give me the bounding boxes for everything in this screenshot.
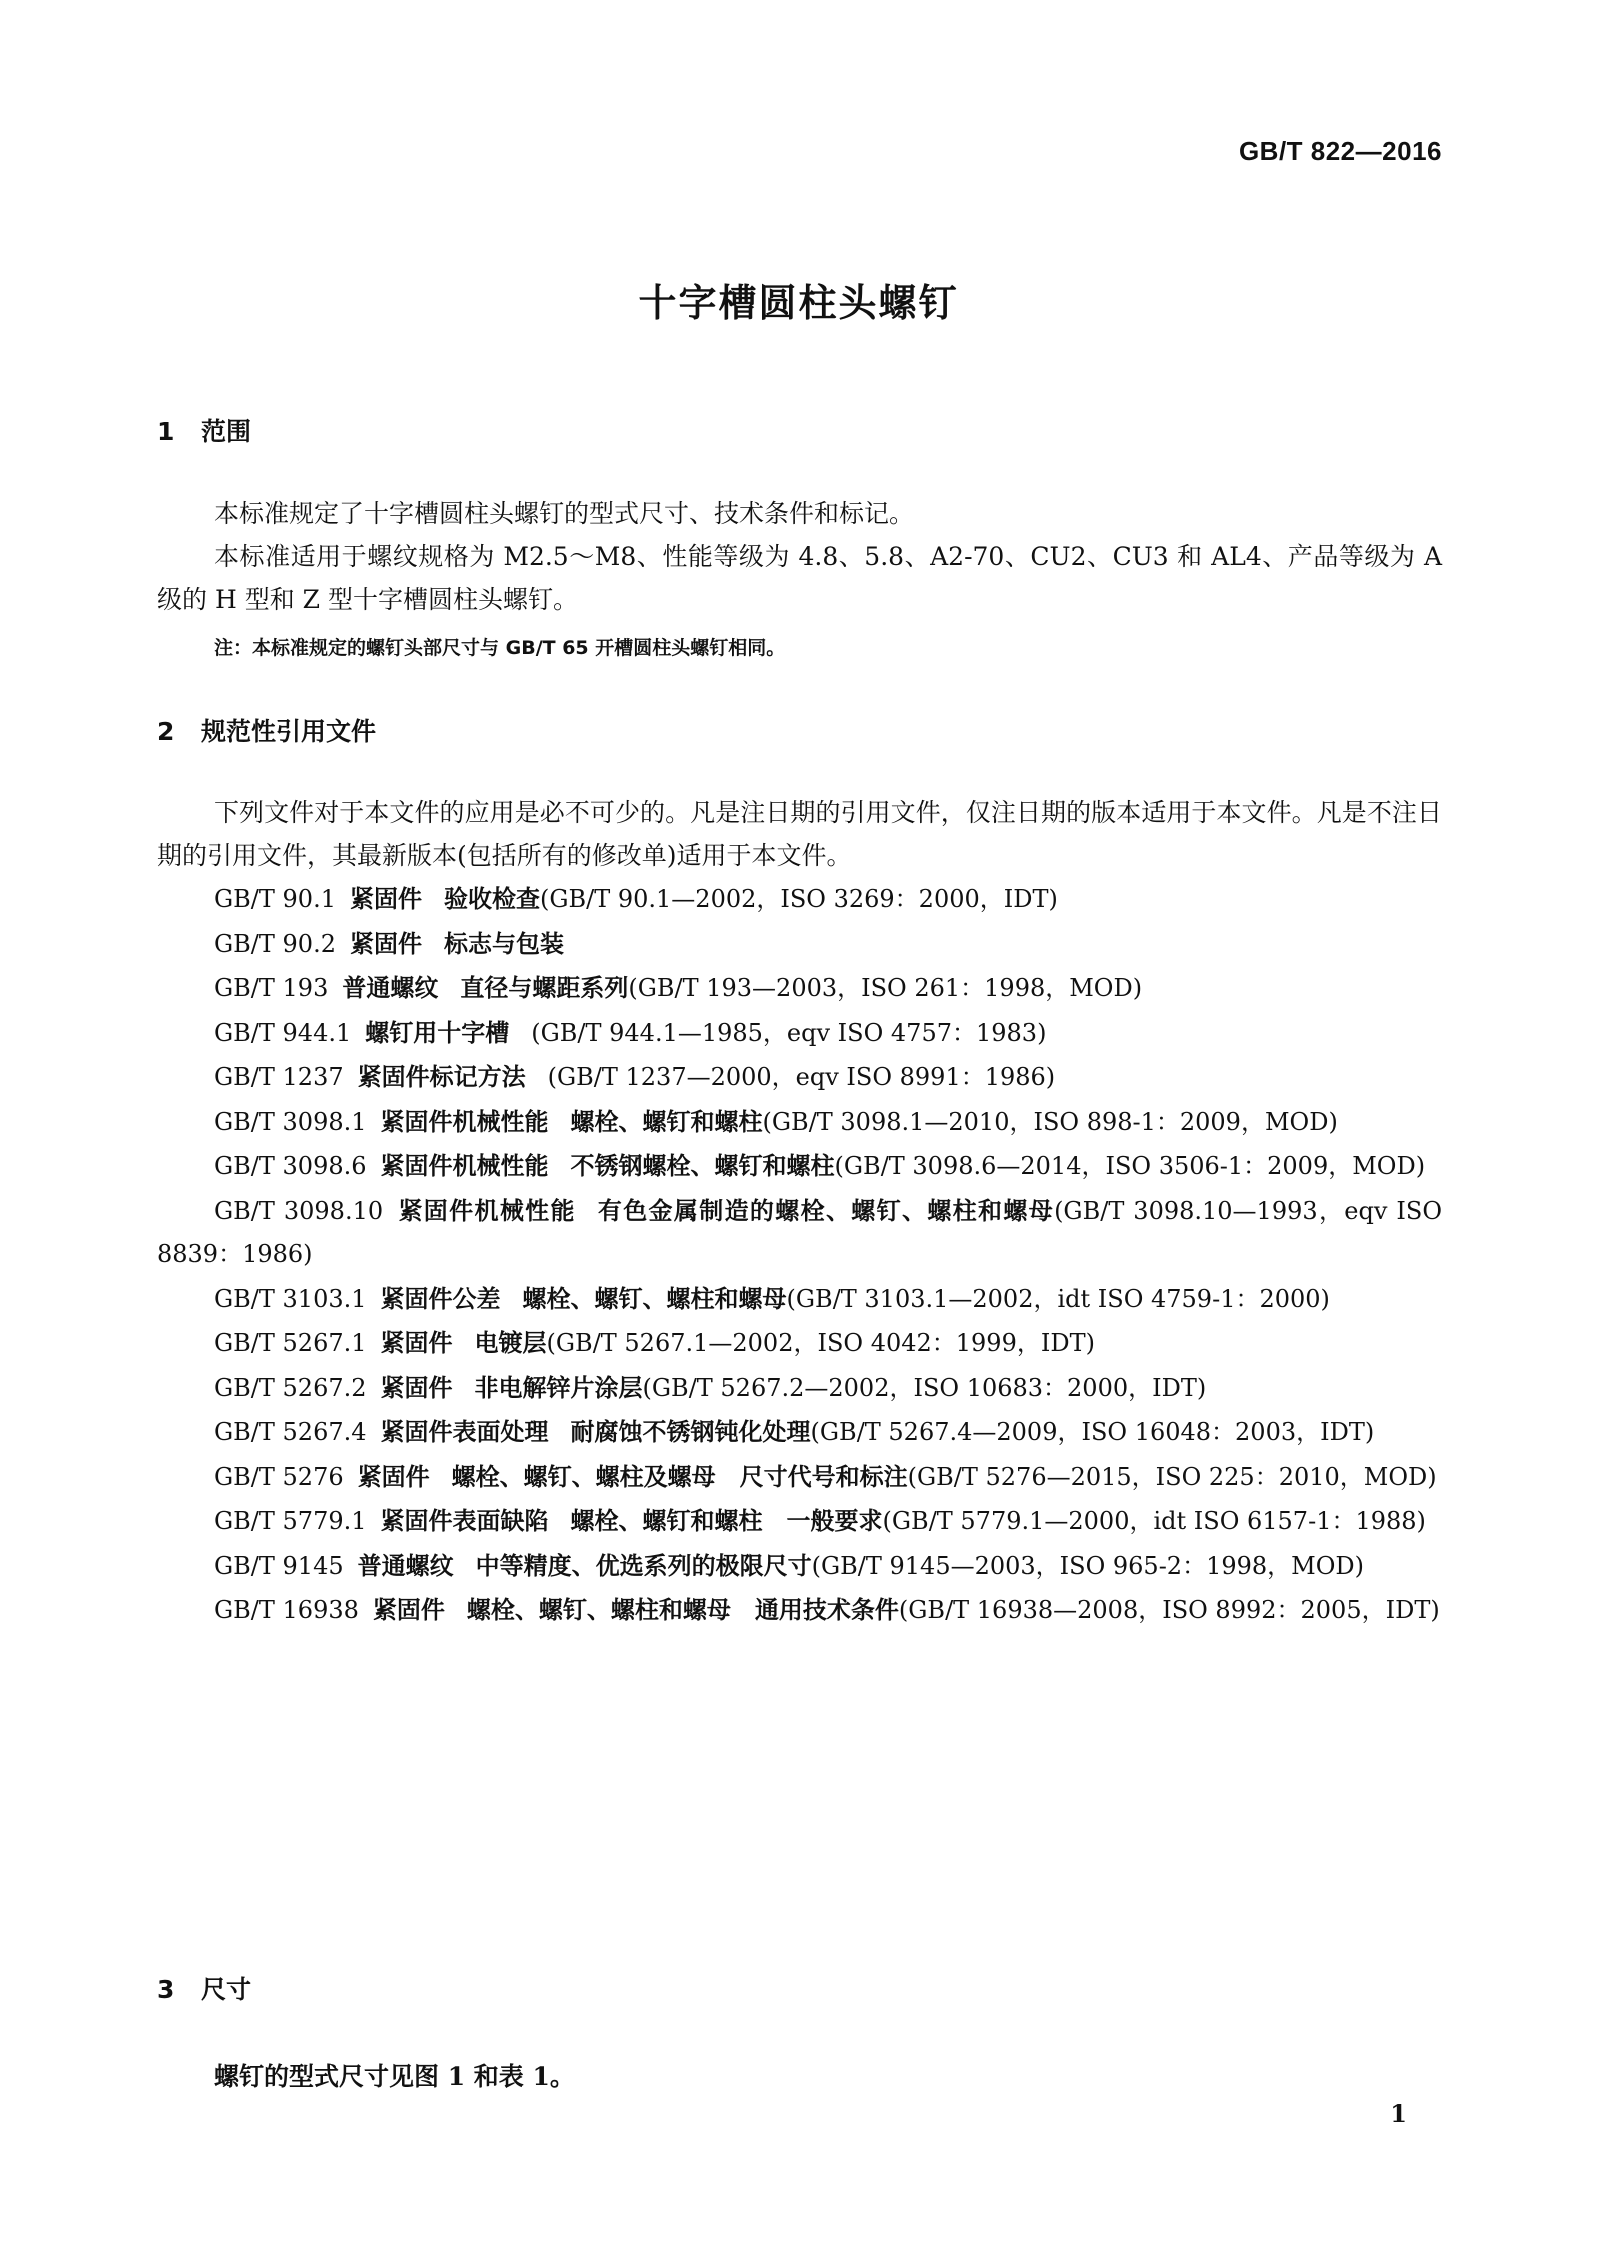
section-1-note: 注：本标准规定的螺钉头部尺寸与 GB/T 65 开槽圆柱头螺钉相同。 [214,637,786,659]
reference-item: GB/T 90.2 紧固件 标志与包装 [214,928,564,958]
section-1-paragraph-2: 本标准适用于螺纹规格为 M2.5～M8、性能等级为 4.8、5.8、A2-70、CU2、CU3 和 AL4、产品等级为 A 级的 H 型和 Z 型十字槽圆柱头螺钉。 [157,542,1442,614]
reference-item: GB/T 5267.2 紧固件 非电解锌片涂层(GB/T 5267.2—2002，ISO 10683：2000，IDT) [214,1372,1207,1402]
reference-item: GB/T 5267.4 紧固件表面处理 耐腐蚀不锈钢钝化处理(GB/T 5267.4—2009，ISO 16048：2003，IDT) [214,1417,1375,1446]
reference-item: GB/T 944.1 螺钉用十字槽 (GB/T 944.1—1985，eqv ISO 4757：1983) [214,1017,1047,1047]
section-number: 3 [157,1975,175,2004]
section-number: 1 [157,417,175,446]
section-1-heading [157,412,251,448]
page-number: 1 [1390,2099,1407,2128]
section-title: 规范性引用文件 [201,717,377,746]
reference-item: GB/T 3098.6 紧固件机械性能 不锈钢螺栓、螺钉和螺柱(GB/T 3098.6—2014，ISO 3506-1：2009，MOD) [214,1151,1426,1180]
reference-item: GB/T 90.1 紧固件 验收检查(GB/T 90.1—2002，ISO 3269：2000，IDT) [214,884,1058,913]
reference-item: GB/T 5779.1 紧固件表面缺陷 螺栓、螺钉和螺柱 一般要求(GB/T 5779.1—2000，idt ISO 6157-1：1988) [214,1506,1426,1535]
page-title: 十字槽圆柱头螺钉 [638,281,959,325]
reference-item: GB/T 5276 紧固件 螺栓、螺钉、螺柱及螺母 尺寸代号和标注(GB/T 5276—2015，ISO 225：2010，MOD) [214,1461,1437,1491]
standard-code: GB/T 822—2016 [1238,136,1442,166]
section-2-heading [157,712,376,748]
reference-list [157,877,1442,1633]
section-title: 范围 [201,417,252,446]
reference-item: GB/T 1237 紧固件标记方法 (GB/T 1237—2000，eqv ISO 8991：1986) [214,1062,1056,1091]
section-3-heading [157,1970,251,2006]
section-title: 尺寸 [201,1975,252,2004]
reference-item: GB/T 16938 紧固件 螺栓、螺钉、螺柱和螺母 通用技术条件(GB/T 16938—2008，ISO 8992：2005，IDT) [214,1595,1440,1624]
reference-item: GB/T 3103.1 紧固件公差 螺栓、螺钉、螺柱和螺母(GB/T 3103.1—2002，idt ISO 4759-1：2000) [214,1283,1330,1313]
section-number: 2 [157,717,175,746]
reference-item: GB/T 193 普通螺纹 直径与螺距系列(GB/T 193—2003，ISO 261：1998，MOD) [214,973,1143,1002]
reference-item: GB/T 5267.1 紧固件 电镀层(GB/T 5267.1—2002，ISO 4042：1999，IDT) [214,1328,1095,1357]
reference-item: GB/T 3098.10 紧固件机械性能 有色金属制造的螺栓、螺钉、螺柱和螺母(GB/T 3098.10—1993，eqv ISO 8839：1986) [157,1195,1443,1268]
reference-item: GB/T 9145 普通螺纹 中等精度、优选系列的极限尺寸(GB/T 9145—2003，ISO 965-2：1998，MOD) [214,1550,1365,1580]
section-2-intro: 下列文件对于本文件的应用是必不可少的。凡是注日期的引用文件，仅注日期的版本适用于本文件。凡是不注日期的引用文件，其最新版本(包括所有的修改单)适用于本文件。 [157,798,1442,870]
section-1-paragraph-1: 本标准规定了十字槽圆柱头螺钉的型式尺寸、技术条件和标记。 [214,499,915,528]
section-3-paragraph: 螺钉的型式尺寸见图 1 和表 1。 [214,2062,575,2091]
reference-item: GB/T 3098.1 紧固件机械性能 螺栓、螺钉和螺柱(GB/T 3098.1—2010，ISO 898-1：2009，MOD) [214,1106,1338,1136]
